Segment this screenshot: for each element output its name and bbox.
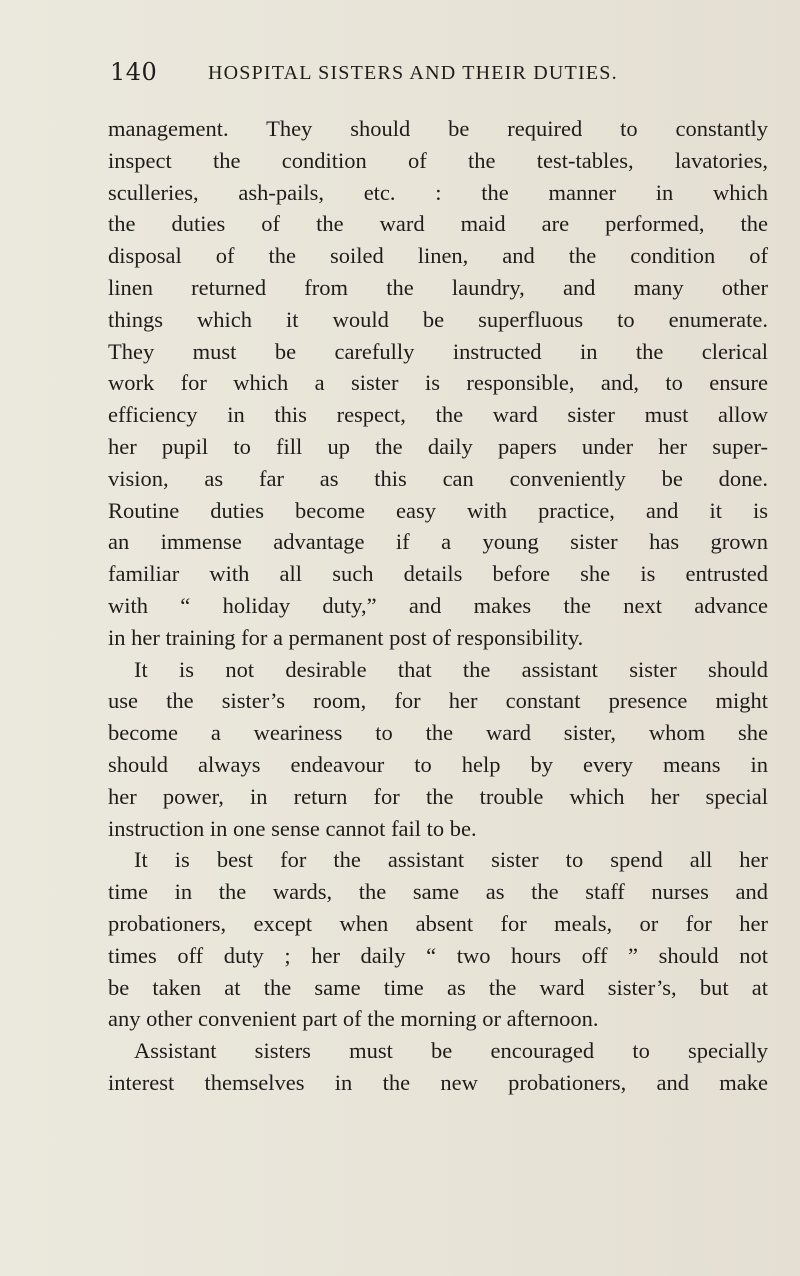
text-line: Assistant sisters must be encouraged to specially — [134, 1038, 768, 1064]
text-line: the duties of the ward maid are performed, the — [108, 211, 768, 237]
text-line: become a weariness to the ward sister, whom she — [108, 720, 768, 746]
text-line: linen returned from the laundry, and many other — [108, 274, 768, 300]
text-line: use the sister’s room, for her constant presence might — [108, 688, 768, 714]
text-line: times off duty ; her daily “ two hours off ” should not — [108, 942, 768, 968]
text-line: an immense advantage if a young sister has grown — [108, 529, 768, 555]
text-line: sculleries, ash-pails, etc. : the manner in which — [108, 179, 768, 205]
text-line: things which it would be superfluous to enumerate. — [108, 306, 768, 332]
text-line: efficiency in this respect, the ward sister must allow — [108, 402, 768, 428]
text-line: disposal of the soiled linen, and the condition of — [108, 243, 768, 269]
text-line: inspect the condition of the test-tables, lavatories, — [108, 147, 768, 173]
text-line: interest themselves in the new probationers, and make — [108, 1069, 768, 1095]
body-text — [108, 113, 798, 1099]
text-line: time in the wards, the same as the staff nurses and — [108, 879, 768, 905]
page-header — [110, 58, 790, 98]
text-line: be taken at the same time as the ward sister’s, but at — [108, 974, 768, 1000]
text-line: They must be carefully instructed in the clerical — [108, 338, 768, 364]
text-line: It is best for the assistant sister to spend all her — [134, 847, 768, 873]
text-line: familiar with all such details before she is entrusted — [108, 561, 768, 587]
text-line: should always endeavour to help by every means in — [108, 751, 768, 777]
text-line: Routine duties become easy with practice, and it is — [108, 497, 768, 523]
running-head: HOSPITAL SISTERS AND THEIR DUTIES. — [208, 62, 618, 84]
text-line: work for which a sister is responsible, and, to ensure — [108, 370, 768, 396]
text-line: with “ holiday duty,” and makes the next advance — [108, 592, 768, 618]
text-line: her pupil to fill up the daily papers under her super- — [108, 433, 768, 459]
text-line: in her training for a permanent post of responsibility. — [108, 624, 584, 650]
text-line: It is not desirable that the assistant sister should — [134, 656, 768, 682]
text-line: instruction in one sense cannot fail to be. — [108, 815, 477, 841]
text-line: vision, as far as this can conveniently be done. — [108, 465, 768, 491]
text-line: management. They should be required to constantly — [108, 116, 768, 141]
text-line: probationers, except when absent for meals, or for her — [108, 910, 768, 936]
text-line: any other convenient part of the morning or afternoon. — [108, 1006, 599, 1032]
page-number: 140 — [110, 58, 158, 86]
text-line: her power, in return for the trouble which her special — [108, 783, 768, 809]
